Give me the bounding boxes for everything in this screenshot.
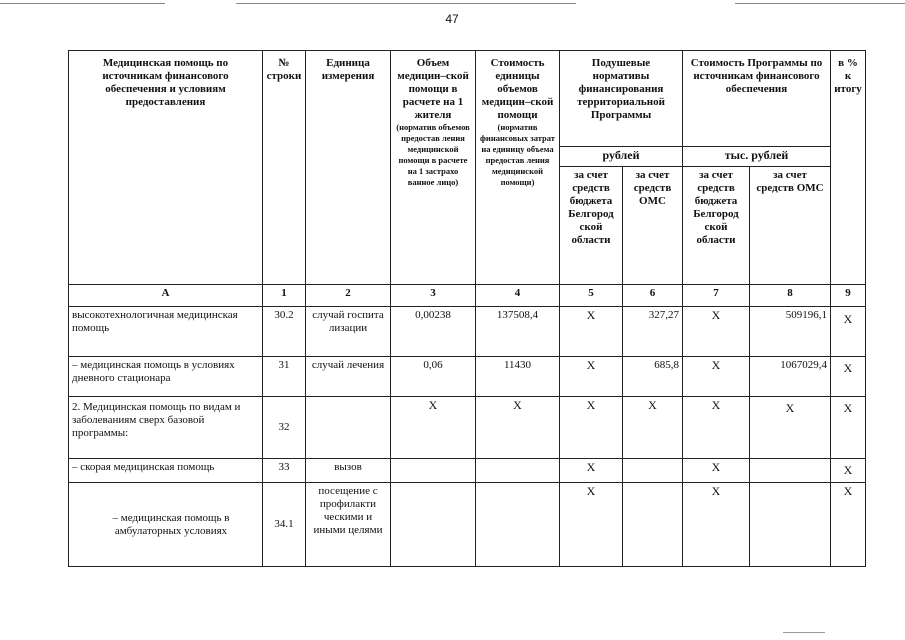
- row-label: – медицинская помощь в условиях дневного стационара: [69, 357, 263, 397]
- row-col8: 509196,1: [750, 307, 831, 357]
- row-col9: Х: [831, 307, 866, 357]
- row-col7: Х: [683, 397, 750, 459]
- row-number: 30.2: [263, 307, 306, 357]
- top-rule-left: [0, 3, 165, 4]
- row-col9: Х: [831, 483, 866, 567]
- index-cell: 8: [750, 285, 831, 307]
- index-row: [69, 285, 866, 307]
- row-col6: Х: [623, 397, 683, 459]
- row-col8: [750, 459, 831, 483]
- row-col6: [623, 483, 683, 567]
- index-cell: 3: [391, 285, 476, 307]
- header-col-3-sub: (норматив объемов предостав ления медицинской помощи в расчете на 1 застрахо ванное лицо): [396, 122, 470, 187]
- row-number: 31: [263, 357, 306, 397]
- index-cell: А: [69, 285, 263, 307]
- row-col5: Х: [560, 307, 623, 357]
- row-col7: Х: [683, 307, 750, 357]
- row-col5: Х: [560, 459, 623, 483]
- row-unit: случай лечения: [306, 357, 391, 397]
- row-col5: Х: [560, 483, 623, 567]
- header-col-4-main: Стоимость единицы объемов медицин–ской помощи: [481, 57, 554, 121]
- index-cell: 5: [560, 285, 623, 307]
- row-col5: Х: [560, 357, 623, 397]
- table-row: [69, 459, 866, 483]
- row-volume: 0,06: [391, 357, 476, 397]
- header-unit-rubles: рублей: [560, 147, 683, 167]
- row-col7: Х: [683, 357, 750, 397]
- row-volume: [391, 483, 476, 567]
- row-col8: 1067029,4: [750, 357, 831, 397]
- index-cell: 4: [476, 285, 560, 307]
- row-volume: 0,00238: [391, 307, 476, 357]
- row-col7: Х: [683, 483, 750, 567]
- index-cell: 9: [831, 285, 866, 307]
- header-col-3: [391, 51, 476, 285]
- row-col9: Х: [831, 357, 866, 397]
- row-col9: Х: [831, 459, 866, 483]
- row-label: 2. Медицинская помощь по видам и заболеваниям сверх базовой программы:: [69, 397, 263, 459]
- header-col-6: за счет средств ОМС: [623, 167, 683, 285]
- row-col6: 685,8: [623, 357, 683, 397]
- row-number: 34.1: [263, 483, 306, 567]
- row-unit-cost: 137508,4: [476, 307, 560, 357]
- row-unit-cost: Х: [476, 397, 560, 459]
- header-col-4-sub: (норматив финансовых затрат на единицу объема предостав ления медицинской помощи): [480, 122, 555, 187]
- index-cell: 1: [263, 285, 306, 307]
- row-unit: посещение с профилакти ческими и иными целями: [306, 483, 391, 567]
- header-group-percap: Подушевые нормативы финансирования территориальной Программы: [560, 51, 683, 147]
- row-unit: вызов: [306, 459, 391, 483]
- header-col-2: Единица измерения: [306, 51, 391, 285]
- header-group-cost: Стоимость Программы по источникам финансового обеспечения: [683, 51, 831, 147]
- row-unit: [306, 397, 391, 459]
- row-col9: Х: [831, 397, 866, 459]
- row-col8: Х: [750, 397, 831, 459]
- row-volume: [391, 459, 476, 483]
- row-label: – скорая медицинская помощь: [69, 459, 263, 483]
- page-number: 47: [445, 12, 459, 26]
- row-number: 32: [263, 397, 306, 459]
- top-rule-center: [236, 3, 576, 4]
- row-col8: [750, 483, 831, 567]
- row-unit: случай госпита лизации: [306, 307, 391, 357]
- row-unit-cost: 11430: [476, 357, 560, 397]
- table-row: [69, 483, 866, 567]
- table-row: [69, 397, 866, 459]
- row-col7: Х: [683, 459, 750, 483]
- row-volume: Х: [391, 397, 476, 459]
- index-cell: 6: [623, 285, 683, 307]
- row-label: высокотехнологичная медицинская помощь: [69, 307, 263, 357]
- row-col6: 327,27: [623, 307, 683, 357]
- row-col6: [623, 459, 683, 483]
- table-row: [69, 307, 866, 357]
- header-col-7: за счет средств бюджета Белгород ской области: [683, 167, 750, 285]
- header-col-3-main: Объем медицин–ской помощи в расчете на 1 жителя: [397, 57, 469, 121]
- header-col-a: Медицинская помощь по источникам финансового обеспечения и условиям предоставления: [69, 51, 263, 285]
- funding-table: [68, 50, 866, 567]
- header-col-1: № строки: [263, 51, 306, 285]
- header-col-9: в % к итогу: [831, 51, 866, 285]
- header-col-4: [476, 51, 560, 285]
- header-col-8: за счет средств ОМС: [750, 167, 831, 285]
- bottom-rule: [783, 632, 825, 633]
- index-cell: 2: [306, 285, 391, 307]
- row-number: 33: [263, 459, 306, 483]
- header-row-top: [69, 51, 866, 147]
- row-col5: Х: [560, 397, 623, 459]
- header-col-5: за счет средств бюджета Белгород ской области: [560, 167, 623, 285]
- index-cell: 7: [683, 285, 750, 307]
- row-label: – медицинская помощь в амбулаторных условиях: [69, 483, 263, 567]
- row-unit-cost: [476, 459, 560, 483]
- header-unit-thousand-rubles: тыс. рублей: [683, 147, 831, 167]
- table-row: [69, 357, 866, 397]
- row-unit-cost: [476, 483, 560, 567]
- top-rule-right: [735, 3, 905, 4]
